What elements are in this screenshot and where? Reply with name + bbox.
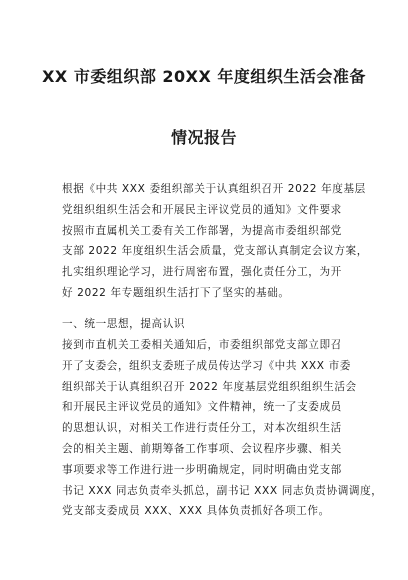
paragraph-section-1 [62,335,383,522]
document-title-line-2: 情况报告 [170,128,237,147]
text-line: 会的相关主题、前期筹备工作事项、会议程序步骤、相关 [62,442,342,455]
text-line: 党组织组织生活会和开展民主评议党员的通知》文件要求 [62,203,342,216]
text-line: 扎实组织理论学习，进行周密布置，强化责任分工，为开 [62,266,342,279]
text-line: 开了支委会，组织支委班子成员传达学习《中共 XXX 市委 [62,359,351,372]
text-line: 根据《中共 XXX 委组织部关于认真组织召开 2022 年度基层 [62,183,366,195]
text-line: 支部 2022 年度组织生活会质量，党支部认真制定会议方案， [62,245,368,258]
paragraph-intro [62,179,368,304]
text-line: 事项要求等工作进行进一步明确规定，同时明确由党支部 [62,463,342,476]
text-line: 好 2022 年专题组织生活打下了坚实的基础。 [62,286,290,299]
text-line: 书记 XXX 同志负责牵头抓总，副书记 XXX 同志负责协调调度， [62,484,383,497]
text-line: 和开展民主评议党员的通知》文件精神，统一了支委成员 [62,401,342,414]
text-line: 党支部支委成员 XXX、XXX 具体负责抓好各项工作。 [62,505,330,518]
text-line: 按照市直属机关工委有关工作部署，为提高市委组织部党 [62,224,342,237]
text-line: 的思想认识，对相关工作进行责任分工，对本次组织生活 [62,422,342,435]
section-heading [62,314,352,335]
text-line: 接到市直机关工委相关通知后，市委组织部党支部立即召 [62,339,342,351]
text-line: 组织部关于认真组织召开 2022 年度基层党组织组织生活会 [62,380,357,393]
section-heading-text: 一、统一思想，提高认识 [62,318,186,330]
document-title-line-1: XX 市委组织部 20XX 年度组织生活会准备 [42,67,366,86]
